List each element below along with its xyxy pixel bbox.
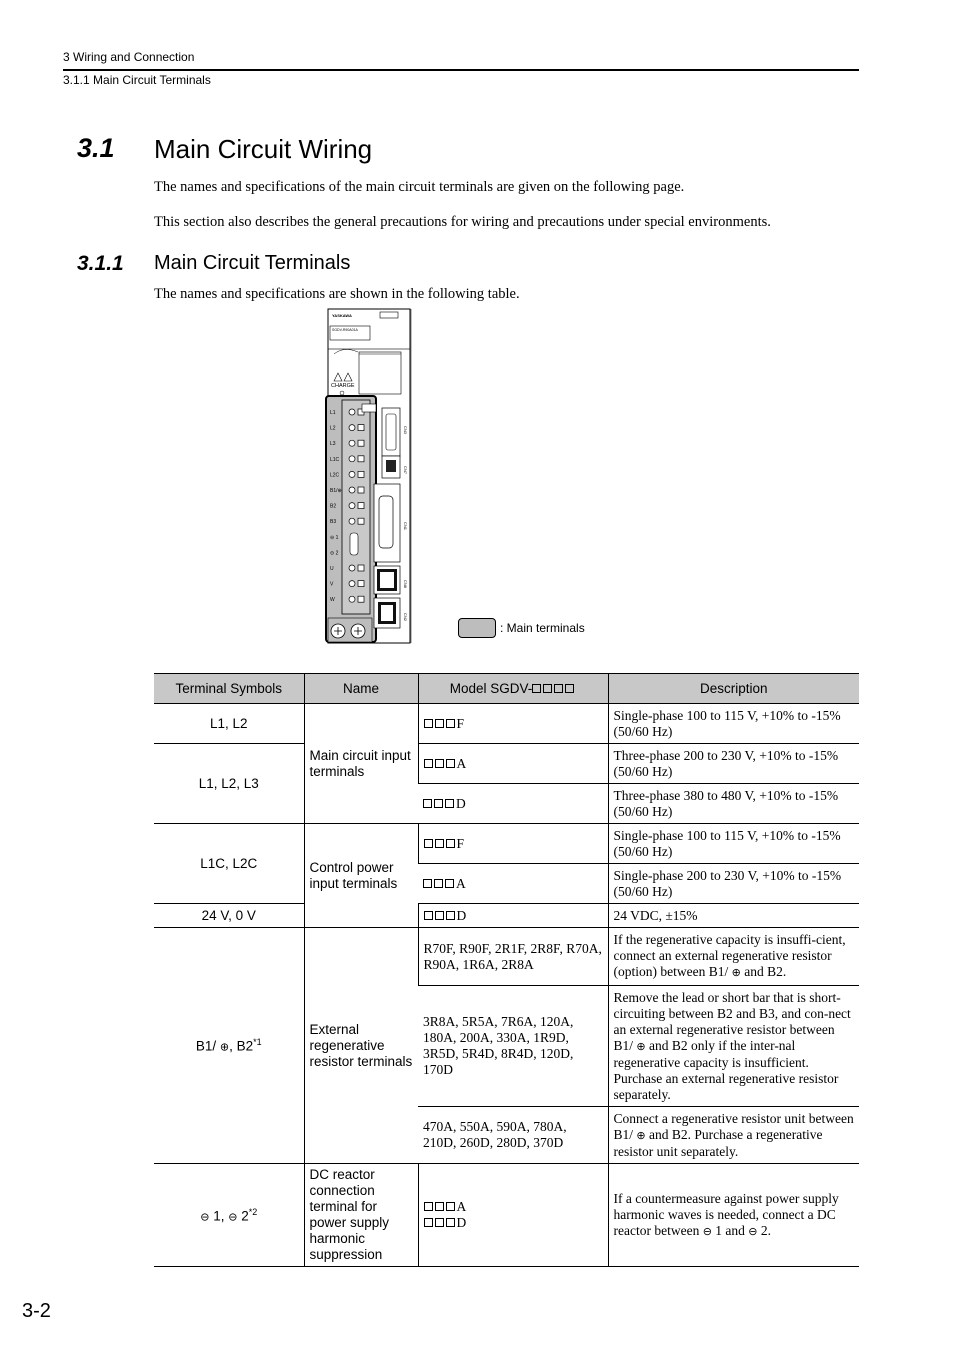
model-cell: 3R8A, 5R5A, 7R6A, 120A, 180A, 200A, 330A, 1R9D, 3R5D, 5R4D, 8R4D, 120D, 170D (418, 986, 608, 1107)
terminal-slot-icon (358, 425, 364, 431)
section-number: 3.1 (77, 133, 115, 163)
connector-label: CN1 (403, 522, 408, 531)
description-cell: Single-phase 100 to 115 V, +10% to -15% (50/60 Hz) (608, 824, 859, 864)
terminal-screw-icon (349, 503, 355, 509)
terminal-spec-table (154, 673, 859, 1267)
charge-label: CHARGE (331, 383, 355, 389)
brand-label: YASKAWA (332, 313, 352, 318)
model-cell: A D (418, 1164, 608, 1267)
terminal-label: V (330, 581, 334, 588)
terminal-name-cell: DC reactor connection terminal for power supply harmonic suppression (304, 1164, 418, 1267)
terminal-slot-icon (358, 487, 364, 493)
terminal-slot-icon (358, 581, 364, 587)
terminal-screw-icon (349, 471, 355, 477)
terminal-name-cell: External regenerative resistor terminals (304, 928, 418, 1164)
terminal-label: W (330, 597, 335, 604)
minus-circle-icon: ⊖ (228, 1211, 238, 1224)
description-cell: Three-phase 200 to 230 V, +10% to -15% (50/60 Hz) (608, 744, 859, 784)
description-cell: Connect a regenerative resistor unit between B1/ ⊕ and B2. Purchase a regenerative resistor unit separately. (608, 1107, 859, 1164)
col-header-model: Model SGDV- (418, 674, 608, 704)
plus-circle-icon: ⊕ (219, 1041, 230, 1054)
terminal-label: L1 (330, 410, 336, 416)
terminal-symbol-cell: ⊖ 1, ⊖ 2$^{*2}$ (154, 1164, 304, 1267)
section-paragraph-1: The names and specifications of the main circuit terminals are given on the following page. (154, 179, 685, 195)
legend-text: : Main terminals (500, 621, 585, 635)
terminal-screw-icon (349, 565, 355, 571)
model-cell: R70F, R90F, 2R1F, 2R8F, R70A, R90A, 1R6A, 2R8A (418, 928, 608, 986)
terminal-label: L3 (330, 441, 336, 448)
subsection-intro: The names and specifications are shown in the following table. (154, 286, 520, 302)
description-cell: 24 VDC, ±15% (608, 904, 859, 928)
servopack-front-view-figure (322, 308, 414, 646)
running-header-chapter: 3 Wiring and Connection (63, 50, 195, 64)
terminal-slot-icon (358, 518, 364, 524)
terminal-label: L1C (330, 456, 340, 463)
description-cell: If a countermeasure against power supply harmonic waves is needed, connect a DC reactor between ⊖ 1 and ⊖ 2. (608, 1164, 859, 1267)
terminal-slot-icon (358, 471, 364, 477)
model-cell: A (418, 864, 608, 904)
minus-circle-icon: ⊖ (200, 1211, 210, 1224)
model-cell: F (418, 704, 608, 744)
terminal-label: B2 (330, 503, 337, 510)
col-header-symbols: Terminal Symbols (154, 674, 304, 704)
plus-circle-icon: ⊕ (636, 1129, 646, 1142)
minus-circle-icon: ⊖ (748, 1225, 758, 1238)
model-cell: D (418, 784, 608, 824)
terminal-screw-icon (349, 440, 355, 446)
terminal-label: ⊖ 1 (330, 534, 339, 541)
description-cell: Three-phase 380 to 480 V, +10% to -15% (50/60 Hz) (608, 784, 859, 824)
col-header-name: Name (304, 674, 418, 704)
minus-circle-icon: ⊖ (702, 1225, 712, 1238)
table-row (154, 824, 859, 864)
section-title: Main Circuit Wiring (154, 134, 373, 164)
plus-circle-icon: ⊕ (731, 967, 741, 979)
terminal-screw-icon (349, 456, 355, 462)
terminal-screw-icon (349, 581, 355, 587)
table-row (154, 1164, 859, 1267)
terminal-label: B3 (330, 519, 337, 526)
description-cell: If the regenerative capacity is insuffi-cient, connect an external regenerative resistor (option) between B1/ ⊕ and B2. (608, 928, 859, 986)
terminal-symbol-cell: 24 V, 0 V (154, 904, 304, 928)
model-cell: A (418, 744, 608, 784)
table-row (154, 928, 859, 986)
terminal-name-cell: Control power input terminals (304, 824, 418, 928)
terminal-symbol-cell: L1, L2 (154, 704, 304, 744)
table-row (154, 744, 859, 784)
description-cell: Single-phase 100 to 115 V, +10% to -15% (50/60 Hz) (608, 704, 859, 744)
table-header-row (154, 674, 859, 704)
terminal-screw-icon (349, 518, 355, 524)
legend-swatch (458, 618, 496, 638)
subsection-number: 3.1.1 (77, 252, 124, 275)
terminal-slot-icon (358, 565, 364, 571)
terminal-label: B1/⊕ (330, 488, 342, 494)
table-row (154, 704, 859, 744)
model-cell: D (418, 904, 608, 928)
terminal-screw-icon (349, 425, 355, 431)
header-rule (63, 69, 859, 71)
terminal-symbol-cell: L1, L2, L3 (154, 744, 304, 824)
connector-label: CN3 (403, 426, 408, 435)
running-header-section: 3.1.1 Main Circuit Terminals (63, 73, 211, 87)
terminal-name-cell: Main circuit input terminals (304, 704, 418, 824)
terminal-slot-icon (358, 456, 364, 462)
terminal-slot-icon (358, 503, 364, 509)
subsection-title: Main Circuit Terminals (154, 252, 351, 274)
terminal-screw-icon (349, 596, 355, 602)
table-row (154, 904, 859, 928)
section-paragraph-2: This section also describes the general precautions for wiring and precautions under special environments. (154, 214, 771, 230)
terminal-label: L2 (330, 425, 336, 432)
terminal-symbol-cell: L1C, L2C (154, 824, 304, 904)
description-cell: Single-phase 200 to 230 V, +10% to -15% (50/60 Hz) (608, 864, 859, 904)
terminal-label: U (330, 566, 334, 572)
model-cell: 470A, 550A, 590A, 780A, 210D, 260D, 280D, 370D (418, 1107, 608, 1164)
terminal-label: L2C (330, 472, 340, 479)
terminal-symbol-cell: B1/ ⊕, B2$^{*1}$ (154, 928, 304, 1164)
terminal-slot-icon (358, 440, 364, 446)
model-cell: F (418, 824, 608, 864)
terminal-label: ⊖ 2 (330, 550, 339, 557)
terminal-screw-icon (349, 409, 355, 415)
connector-label: CN8 (403, 580, 408, 589)
connector-label: CN7 (403, 466, 408, 475)
description-cell: Remove the lead or short bar that is short-circuiting between B2 and B3, and con-nect an external regenerative resistor between B1/ ⊕ and B2 only if the inter-nal regenerative capacity is insufficient. Purchase an external regenerative resistor separately. (608, 986, 859, 1107)
col-header-description: Description (608, 674, 859, 704)
connector-label: CN2 (403, 613, 408, 622)
plus-circle-icon: ⊕ (636, 1040, 646, 1053)
page-number: 3-2 (22, 1300, 51, 1322)
model-label: SGDV-R90A01A (332, 328, 358, 332)
terminal-screw-icon (349, 487, 355, 493)
terminal-slot-icon (358, 596, 364, 602)
